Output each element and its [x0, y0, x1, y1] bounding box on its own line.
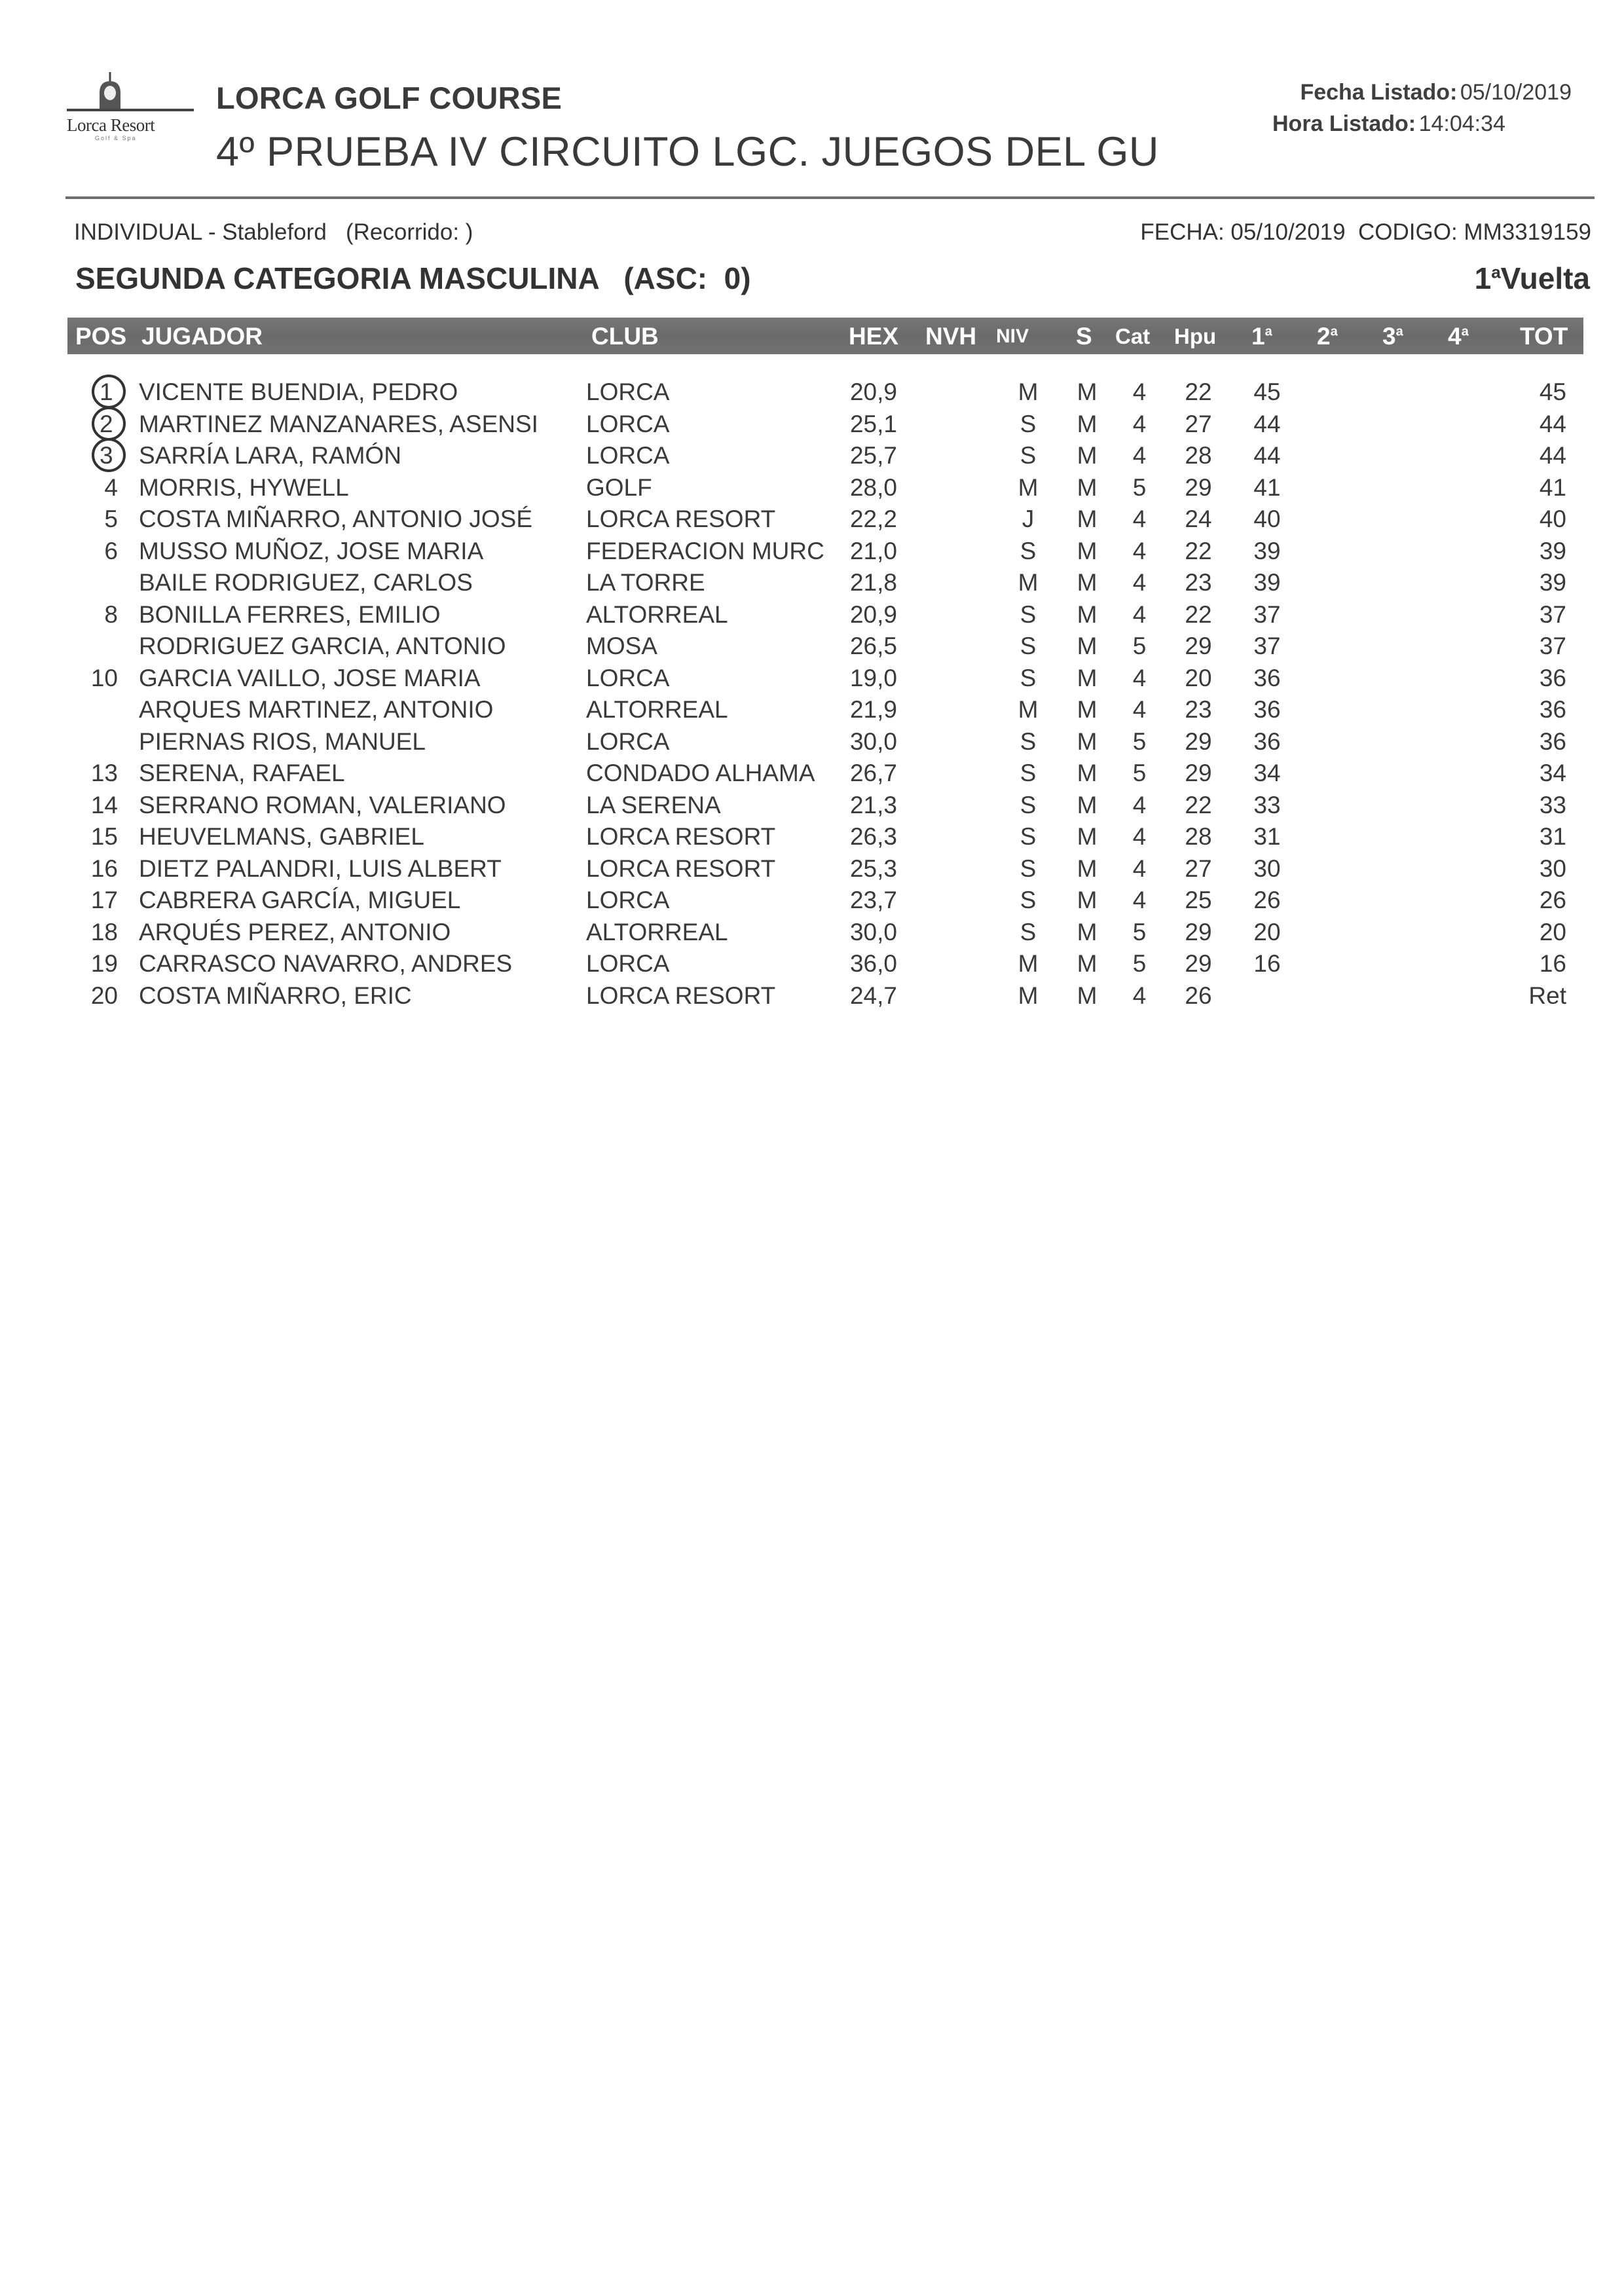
category: 5	[1132, 950, 1147, 977]
handicap-exact: 26,7	[849, 760, 897, 786]
club: LORCA	[586, 727, 670, 755]
category: 5	[1132, 473, 1147, 501]
playing-handicap: 29	[1185, 727, 1212, 755]
handicap-exact: 20,9	[849, 600, 897, 628]
round-1-score: 36	[1253, 696, 1281, 723]
total-score: 16	[1539, 950, 1566, 977]
club: CONDADO ALHAMA	[586, 760, 815, 786]
category: 4	[1132, 887, 1147, 913]
club: LA SERENA	[586, 791, 721, 818]
round-1-score: 39	[1253, 537, 1281, 564]
fecha-codigo: FECHA: 05/10/2019 CODIGO: MM3319159	[1140, 219, 1591, 245]
total-score: 39	[1539, 537, 1566, 564]
fecha-listado-value: 05/10/2019	[1460, 80, 1572, 105]
total-score: 26	[1539, 887, 1566, 913]
sex: M	[1077, 854, 1098, 882]
category: 4	[1132, 791, 1147, 818]
sex: M	[1077, 473, 1098, 501]
col-pos: POS	[75, 323, 127, 350]
position: 15	[90, 823, 118, 850]
player-name: MARTINEZ MANZANARES, ASENSI	[139, 410, 538, 437]
col-round-3-num: 3	[1382, 323, 1396, 350]
player-name: VICENTE BUENDIA, PEDRO	[139, 378, 458, 405]
col-round-2-sup: a	[1330, 324, 1338, 339]
player-name: GARCIA VAILLO, JOSE MARIA	[139, 664, 481, 691]
total-score: 37	[1539, 633, 1566, 659]
fecha-listado-label: Fecha Listado:	[1300, 80, 1458, 105]
club: LORCA RESORT	[586, 505, 776, 532]
round-1-score: 33	[1253, 791, 1281, 818]
sex: M	[1077, 569, 1098, 596]
col-club: CLUB	[591, 323, 659, 350]
total-score: 41	[1539, 473, 1566, 501]
level: M	[1018, 696, 1039, 723]
playing-handicap: 22	[1185, 791, 1212, 818]
total-score: 36	[1539, 696, 1566, 723]
total-score: Ret	[1528, 982, 1566, 1009]
club: LA TORRE	[586, 569, 705, 596]
sex: M	[1077, 505, 1098, 532]
total-score: 44	[1539, 442, 1566, 469]
col-niv: NIV	[996, 325, 1029, 347]
table-row	[0, 792, 1624, 823]
level: M	[1018, 378, 1039, 405]
player-name: DIETZ PALANDRI, LUIS ALBERT	[139, 854, 502, 882]
round-1-score: 44	[1253, 442, 1281, 469]
level: S	[1020, 854, 1037, 882]
col-round-1-sup: a	[1264, 324, 1272, 339]
table-row	[0, 760, 1624, 791]
round-1-score: 39	[1253, 569, 1281, 596]
handicap-exact: 21,3	[849, 791, 897, 818]
position: 6	[104, 537, 118, 564]
player-name: PIERNAS RIOS, MANUEL	[139, 727, 426, 755]
sex: M	[1077, 410, 1098, 437]
round-1-score: 37	[1253, 600, 1281, 628]
hora-listado	[1272, 111, 1505, 137]
playing-handicap: 24	[1185, 505, 1212, 532]
category: 4	[1132, 442, 1147, 469]
position: 5	[104, 505, 118, 532]
position: 13	[90, 760, 118, 786]
total-score: 20	[1539, 918, 1566, 946]
table-row	[0, 633, 1624, 664]
category: 4	[1132, 696, 1147, 723]
player-name: ARQUES MARTINEZ, ANTONIO	[139, 696, 494, 723]
position: 19	[90, 950, 118, 977]
handicap-exact: 25,3	[849, 854, 897, 882]
col-hpu: Hpu	[1174, 324, 1217, 348]
club: ALTORREAL	[586, 696, 728, 723]
club: ALTORREAL	[586, 600, 728, 628]
level: S	[1020, 633, 1037, 659]
table-header	[67, 318, 1583, 354]
club: LORCA	[586, 378, 670, 405]
sex: M	[1077, 823, 1098, 850]
handicap-exact: 21,0	[849, 537, 897, 564]
playing-handicap: 29	[1185, 473, 1212, 501]
sex: M	[1077, 378, 1098, 405]
table-row	[0, 919, 1624, 950]
level: S	[1020, 887, 1037, 913]
col-round-4	[1448, 323, 1469, 350]
handicap-exact: 21,9	[849, 696, 897, 723]
total-score: 45	[1539, 378, 1566, 405]
table-row	[0, 378, 1624, 410]
total-score: 37	[1539, 600, 1566, 628]
playing-handicap: 28	[1185, 823, 1212, 850]
playing-handicap: 23	[1185, 569, 1212, 596]
table-row	[0, 887, 1624, 918]
round-1-score: 30	[1253, 854, 1281, 882]
event-title: 4º PRUEBA IV CIRCUITO LGC. JUEGOS DEL GU	[216, 129, 1159, 175]
position: 3	[100, 442, 113, 469]
player-name: COSTA MIÑARRO, ERIC	[139, 982, 412, 1009]
handicap-exact: 20,9	[849, 378, 897, 405]
position: 1	[100, 378, 113, 405]
table-row	[0, 538, 1624, 569]
player-name: MORRIS, HYWELL	[139, 473, 349, 501]
level: M	[1018, 950, 1039, 977]
round-1-score: 41	[1253, 473, 1281, 501]
playing-handicap: 22	[1185, 600, 1212, 628]
table-row	[0, 411, 1624, 442]
logo-subtext: Golf & Spa	[95, 135, 137, 141]
table-row	[0, 474, 1624, 505]
playing-handicap: 27	[1185, 410, 1212, 437]
sex: M	[1077, 727, 1098, 755]
category: 4	[1132, 982, 1147, 1009]
table-row	[0, 665, 1624, 696]
category: 4	[1132, 664, 1147, 691]
player-name: BAILE RODRIGUEZ, CARLOS	[139, 569, 473, 596]
level: S	[1020, 442, 1037, 469]
player-name: MUSSO MUÑOZ, JOSE MARIA	[139, 537, 484, 564]
playing-handicap: 23	[1185, 696, 1212, 723]
hora-listado-label: Hora Listado:	[1272, 111, 1416, 136]
col-round-2	[1317, 323, 1338, 350]
round-1-score: 16	[1253, 950, 1281, 977]
round-1-score: 26	[1253, 887, 1281, 913]
position: 2	[100, 410, 113, 437]
sex: M	[1077, 791, 1098, 818]
col-round-4-sup: a	[1461, 324, 1469, 339]
sex: M	[1077, 664, 1098, 691]
playing-handicap: 29	[1185, 633, 1212, 659]
round-text: Vuelta	[1500, 261, 1590, 295]
category-title: SEGUNDA CATEGORIA MASCULINA (ASC: 0)	[75, 261, 751, 295]
col-round-1-num: 1	[1251, 323, 1265, 350]
player-name: SERENA, RAFAEL	[139, 760, 345, 786]
level: S	[1020, 727, 1037, 755]
total-score: 44	[1539, 410, 1566, 437]
logo-text: Lorca Resort	[67, 115, 155, 135]
category: 5	[1132, 633, 1147, 659]
playing-handicap: 20	[1185, 664, 1212, 691]
position: 10	[90, 664, 118, 691]
player-name: SERRANO ROMAN, VALERIANO	[139, 791, 506, 818]
sex: M	[1077, 633, 1098, 659]
level: S	[1020, 918, 1037, 946]
level: S	[1020, 410, 1037, 437]
table-row	[0, 505, 1624, 537]
position: 14	[90, 791, 118, 818]
round-ordinal: a	[1491, 262, 1501, 282]
player-name: CABRERA GARCÍA, MIGUEL	[139, 887, 461, 913]
fecha-listado	[1300, 80, 1572, 105]
hora-listado-value: 14:04:34	[1418, 111, 1505, 136]
category: 4	[1132, 505, 1147, 532]
club: LORCA	[586, 442, 670, 469]
col-round-2-num: 2	[1317, 323, 1331, 350]
club: LORCA RESORT	[586, 854, 776, 882]
total-score: 31	[1539, 823, 1566, 850]
playing-handicap: 26	[1185, 982, 1212, 1009]
level: M	[1018, 982, 1039, 1009]
table-row	[0, 696, 1624, 727]
tower-icon	[65, 71, 196, 117]
sex: M	[1077, 950, 1098, 977]
club: ALTORREAL	[586, 918, 728, 946]
playing-handicap: 27	[1185, 854, 1212, 882]
category: 4	[1132, 410, 1147, 437]
table-row	[0, 601, 1624, 633]
table-row	[0, 982, 1624, 1014]
total-score: 30	[1539, 854, 1566, 882]
club: FEDERACION MURC	[586, 537, 824, 564]
col-round-3	[1382, 323, 1403, 350]
round-1-score: 45	[1253, 378, 1281, 405]
total-score: 36	[1539, 727, 1566, 755]
total-score: 39	[1539, 569, 1566, 596]
col-round-3-sup: a	[1395, 324, 1403, 339]
round-1-score: 40	[1253, 505, 1281, 532]
player-name: RODRIGUEZ GARCIA, ANTONIO	[139, 633, 506, 659]
total-score: 40	[1539, 505, 1566, 532]
round-1-score: 36	[1253, 727, 1281, 755]
round-1-score: 44	[1253, 410, 1281, 437]
playing-handicap: 29	[1185, 950, 1212, 977]
playing-handicap: 28	[1185, 442, 1212, 469]
handwritten-circle-mark	[92, 438, 126, 472]
handicap-exact: 21,8	[849, 569, 897, 596]
position: 16	[90, 854, 118, 882]
club: LORCA	[586, 410, 670, 437]
handicap-exact: 25,7	[849, 442, 897, 469]
position: 8	[104, 600, 118, 628]
col-round-1	[1251, 323, 1272, 350]
playing-handicap: 29	[1185, 918, 1212, 946]
position: 18	[90, 918, 118, 946]
level: S	[1020, 664, 1037, 691]
club: LORCA	[586, 664, 670, 691]
header-divider	[65, 196, 1595, 199]
sex: M	[1077, 600, 1098, 628]
category: 4	[1132, 378, 1147, 405]
sex: M	[1077, 442, 1098, 469]
category: 5	[1132, 918, 1147, 946]
round-1-score: 37	[1253, 633, 1281, 659]
handicap-exact: 22,2	[849, 505, 897, 532]
level: M	[1018, 569, 1039, 596]
handicap-exact: 26,3	[849, 823, 897, 850]
level: S	[1020, 600, 1037, 628]
category: 4	[1132, 537, 1147, 564]
total-score: 33	[1539, 791, 1566, 818]
player-name: BONILLA FERRES, EMILIO	[139, 600, 441, 628]
col-hex: HEX	[849, 323, 899, 350]
competition-format: INDIVIDUAL - Stableford (Recorrido: )	[74, 219, 473, 245]
sex: M	[1077, 887, 1098, 913]
table-row	[0, 950, 1624, 982]
category: 4	[1132, 600, 1147, 628]
round-number: 1	[1474, 261, 1492, 295]
level: S	[1020, 823, 1037, 850]
lorca-resort-logo	[65, 71, 196, 141]
round-1-score: 31	[1253, 823, 1281, 850]
level: S	[1020, 760, 1037, 786]
category: 4	[1132, 823, 1147, 850]
position: 17	[90, 887, 118, 913]
sex: M	[1077, 918, 1098, 946]
position: 4	[104, 473, 118, 501]
club: LORCA RESORT	[586, 823, 776, 850]
level: S	[1020, 791, 1037, 818]
level: M	[1018, 473, 1039, 501]
col-round-4-num: 4	[1448, 323, 1462, 350]
sex: M	[1077, 982, 1098, 1009]
handicap-exact: 28,0	[849, 473, 897, 501]
round-1-score: 20	[1253, 918, 1281, 946]
handicap-exact: 30,0	[849, 918, 897, 946]
position: 20	[90, 982, 118, 1009]
player-name: SARRÍA LARA, RAMÓN	[139, 442, 401, 469]
round-1-score: 36	[1253, 664, 1281, 691]
playing-handicap: 25	[1185, 887, 1212, 913]
playing-handicap: 22	[1185, 378, 1212, 405]
sex: M	[1077, 696, 1098, 723]
handicap-exact: 25,1	[849, 410, 897, 437]
handicap-exact: 30,0	[849, 727, 897, 755]
table-row	[0, 728, 1624, 760]
club-name: LORCA GOLF COURSE	[216, 81, 563, 115]
sex: M	[1077, 537, 1098, 564]
player-name: ARQUÉS PEREZ, ANTONIO	[139, 918, 451, 946]
level: S	[1020, 537, 1037, 564]
handicap-exact: 23,7	[849, 887, 897, 913]
col-s: S	[1076, 323, 1092, 350]
category: 4	[1132, 569, 1147, 596]
category: 4	[1132, 854, 1147, 882]
playing-handicap: 29	[1185, 760, 1212, 786]
handwritten-circle-mark	[92, 407, 126, 441]
player-name: HEUVELMANS, GABRIEL	[139, 823, 424, 850]
col-tot: TOT	[1520, 323, 1568, 350]
player-name: CARRASCO NAVARRO, ANDRES	[139, 950, 513, 977]
sex: M	[1077, 760, 1098, 786]
category: 5	[1132, 727, 1147, 755]
handwritten-circle-mark	[92, 375, 126, 409]
handicap-exact: 24,7	[849, 982, 897, 1009]
table-row	[0, 855, 1624, 887]
club: LORCA	[586, 950, 670, 977]
level: J	[1022, 505, 1035, 532]
handicap-exact: 19,0	[849, 664, 897, 691]
col-nvh: NVH	[925, 323, 977, 350]
round-label	[1475, 261, 1590, 296]
table-row	[0, 823, 1624, 854]
playing-handicap: 22	[1185, 537, 1212, 564]
club: MOSA	[586, 633, 657, 659]
table-row	[0, 569, 1624, 600]
club: LORCA	[586, 887, 670, 913]
col-jugador: JUGADOR	[141, 323, 263, 350]
club: LORCA RESORT	[586, 982, 776, 1009]
handicap-exact: 26,5	[849, 633, 897, 659]
total-score: 34	[1539, 760, 1566, 786]
category: 5	[1132, 760, 1147, 786]
round-1-score: 34	[1253, 760, 1281, 786]
table-row	[0, 442, 1624, 473]
total-score: 36	[1539, 664, 1566, 691]
handicap-exact: 36,0	[849, 950, 897, 977]
player-name: COSTA MIÑARRO, ANTONIO JOSÉ	[139, 505, 532, 532]
club: GOLF	[586, 473, 652, 501]
col-cat: Cat	[1115, 324, 1151, 348]
